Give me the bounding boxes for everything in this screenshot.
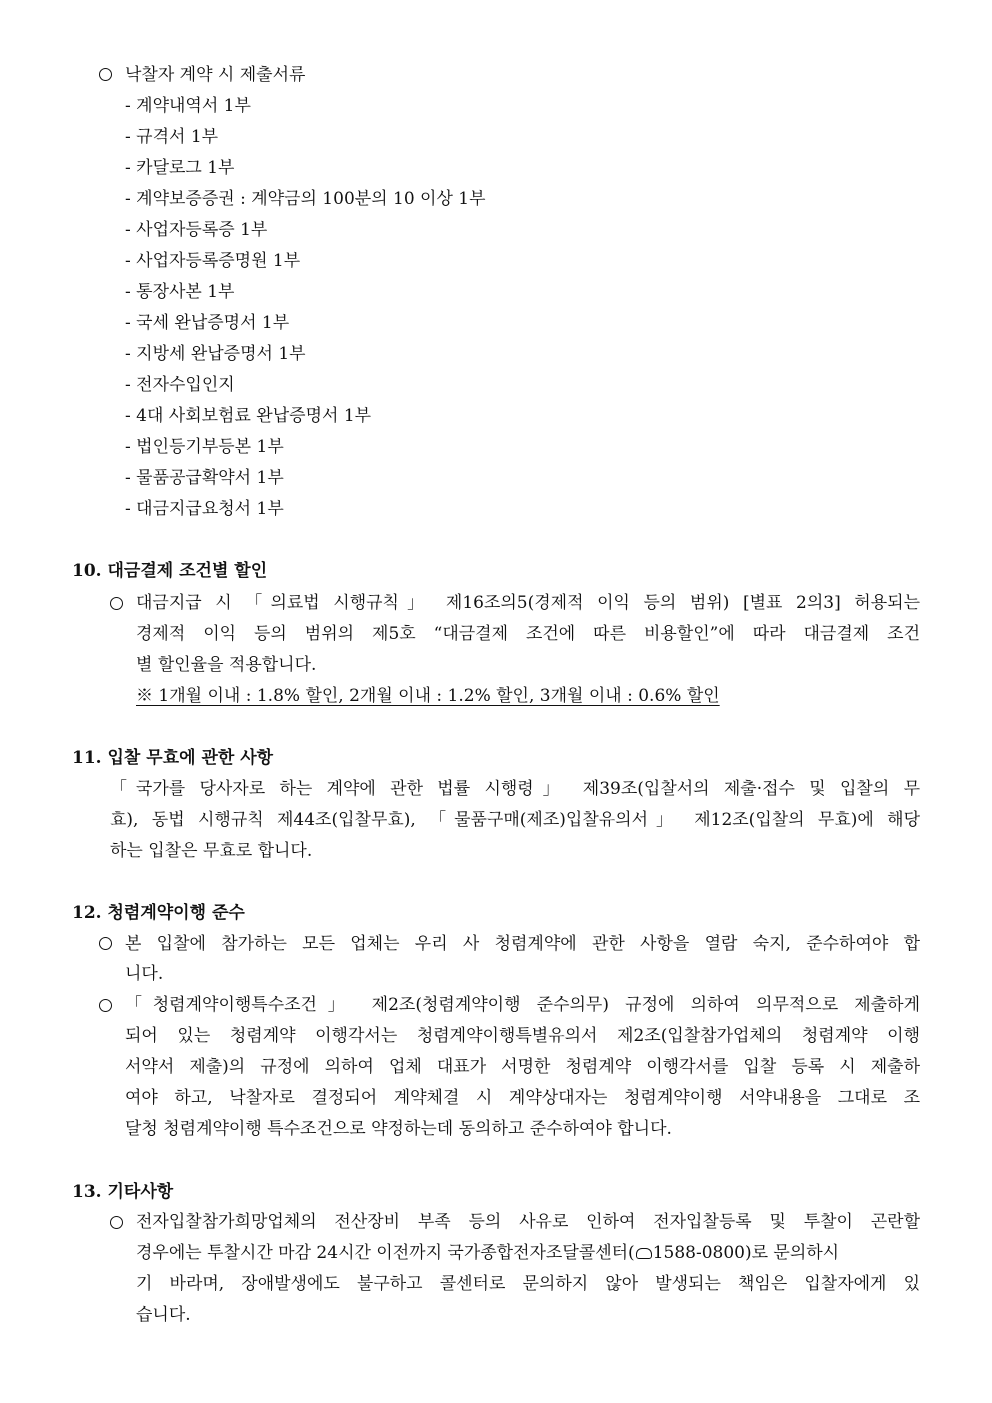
discount-note: ※ 1개월 이내 : 1.8% 할인, 2개월 이내 : 1.2% 할인, 3개월 이내 : 0.6% 할인 [136,686,720,706]
section-12-p2-line: 되어 있는 청렴계약 이행각서는 청렴계약이행특별유의서 제2조(입찰참가업체의 청렴계약 이행 [125,1026,920,1046]
section-11-line: 하는 입찰은 무효로 합니다. [110,841,313,861]
section-12-p2-line: 달청 청렴계약이행 특수조건으로 약정하는데 동의하고 준수하여야 합니다. [125,1119,672,1139]
section-12-p1-line: 본 입찰에 참가하는 모든 업체는 우리 사 청렴계약에 관한 사항을 열람 숙지, 준수하여야 합 [125,934,920,954]
docs-item: - 카달로그 1부 [125,158,235,178]
docs-title: 낙찰자 계약 시 제출서류 [125,65,306,85]
docs-item: - 국세 완납증명서 1부 [125,313,290,333]
docs-item: - 전자수입인지 [125,375,235,395]
phone-icon [636,1248,652,1259]
bullet-circle-icon [99,937,112,950]
section-13-line2-post: 1588-0800)로 문의하시 [652,1243,840,1263]
section-11-heading: 11. 입찰 무효에 관한 사항 [72,748,274,768]
docs-item: - 통장사본 1부 [125,282,235,302]
section-12-p2-line: 「청렴계약이행특수조건」 제2조(청렴계약이행 준수의무) 규정에 의하여 의무적으로 제출하게 [125,995,920,1015]
section-13-line: 습니다. [136,1305,191,1325]
section-12-p2-line: 여야 하고, 낙찰자로 결정되어 계약체결 시 계약상대자는 청렴계약이행 서약내용을 그대로 조 [125,1088,920,1108]
section-11-line: 효), 동법 시행규칙 제44조(입찰무효), 「물품구매(제조)입찰유의서」 제12조(입찰의 무효)에 해당 [110,810,920,830]
docs-item: - 4대 사회보험료 완납증명서 1부 [125,406,372,426]
section-13-line2-pre: 경우에는 투찰시간 마감 24시간 이전까지 국가종합전자조달콜센터( [136,1243,635,1263]
section-12-p2-line: 서약서 제출)의 규정에 의하여 업체 대표가 서명한 청렴계약 이행각서를 입찰 등록 시 제출하 [125,1057,920,1077]
section-13-line: 전자입찰참가희망업체의 전산장비 부족 등의 사유로 인하여 전자입찰등록 및 투찰이 곤란할 [136,1212,920,1232]
docs-item: - 계약내역서 1부 [125,96,251,116]
docs-item: - 사업자등록증 1부 [125,220,268,240]
section-10-heading: 10. 대금결제 조건별 할인 [72,561,268,581]
section-13-heading: 13. 기타사항 [72,1182,174,1202]
docs-item: - 계약보증증권 : 계약금의 100분의 10 이상 1부 [125,189,486,209]
section-12-heading: 12. 청렴계약이행 준수 [72,903,245,923]
section-10-line: 경제적 이익 등의 범위의 제5호 “대금결제 조건에 따른 비용할인”에 따라 대금결제 조건 [136,624,920,644]
docs-item: - 규격서 1부 [125,127,219,147]
bullet-circle-icon [110,1216,123,1229]
section-13-line [136,1242,920,1264]
bullet-circle-icon [110,597,123,610]
section-12-p1-line: 니다. [125,964,164,984]
section-10-line: 별 할인율을 적용합니다. [136,655,317,675]
docs-item: - 물품공급확약서 1부 [125,468,284,488]
section-13-line: 기 바라며, 장애발생에도 불구하고 콜센터로 문의하지 않아 발생되는 책임은 입찰자에게 있 [136,1274,920,1294]
section-10-line: 대금지급 시 「의료법 시행규칙」 제16조의5(경제적 이익 등의 범위) [별표 2의3] 허용되는 [136,593,920,613]
bullet-circle-icon [99,999,112,1012]
docs-item: - 법인등기부등본 1부 [125,437,284,457]
docs-item: - 지방세 완납증명서 1부 [125,344,306,364]
section-11-line: 「국가를 당사자로 하는 계약에 관한 법률 시행령」 제39조(입찰서의 제출·접수 및 입찰의 무 [110,779,920,799]
docs-item: - 사업자등록증명원 1부 [125,251,301,271]
docs-item: - 대금지급요청서 1부 [125,499,284,519]
bullet-circle-icon [99,68,112,81]
